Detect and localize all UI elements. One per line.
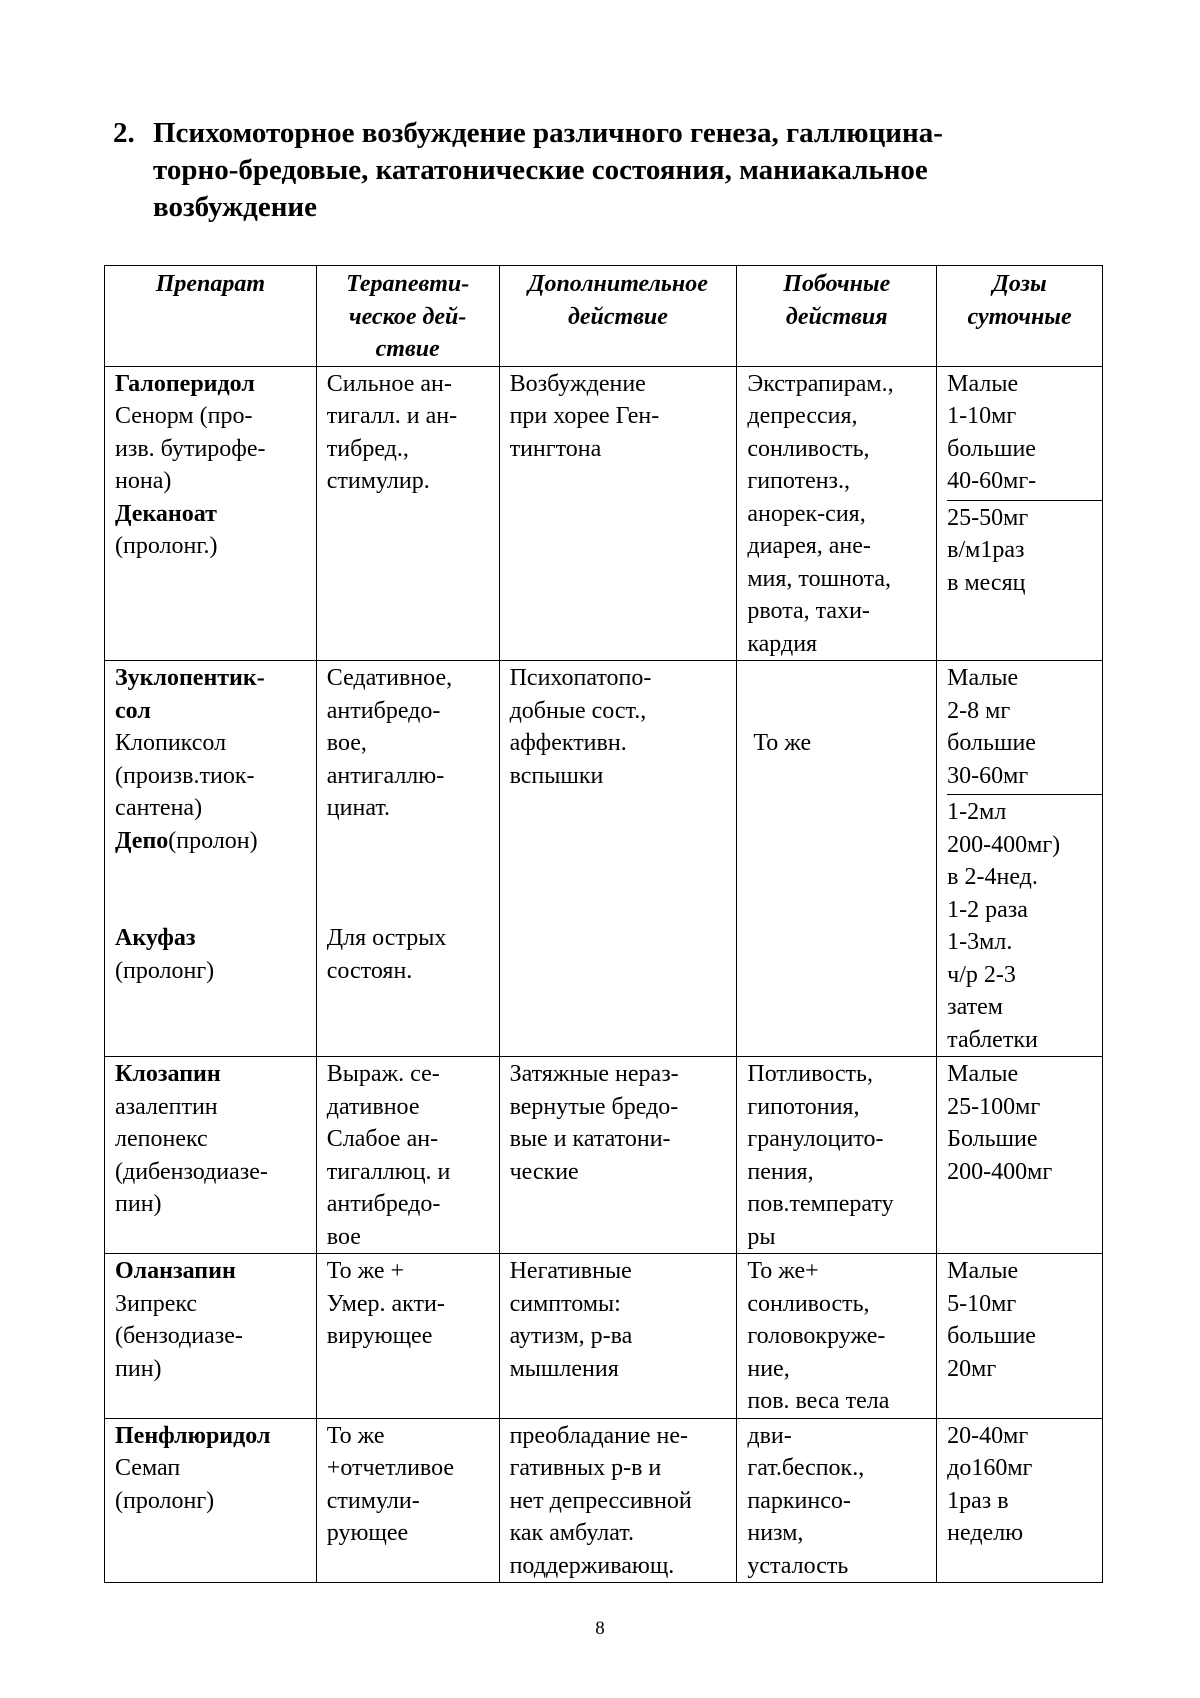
dose-divider <box>947 794 1102 795</box>
side-effects-cell: дви- гат.беспок., паркинсо- низм, усталость <box>737 1418 937 1583</box>
therapeutic-cell: То же +отчетливое стимули- рующее <box>316 1418 499 1583</box>
drug-cell: Зуклопентик- сол Клопиксол (произв.тиок- сантена) Депо(пролон) Акуфаз (пролонг) <box>105 661 317 1057</box>
doses-cell: Малые 1-10мг большие 40-60мг- 25-50мг в/м1раз в месяц <box>937 366 1103 661</box>
additional-cell: преобладание не- гативных р-в и нет депрессивной как амбулат. поддерживающ. <box>499 1418 737 1583</box>
drug-name: Оланзапин <box>115 1258 236 1284</box>
drug-cell: Галоперидол Сенорм (про- изв. бутирофе- нона) Деканоат (пролонг.) <box>105 366 317 661</box>
doses-cell: 20-40мг до160мг 1раз в неделю <box>937 1418 1103 1583</box>
drug-name: Галоперидол <box>115 370 255 397</box>
drug-name: Пенфлюридол <box>115 1422 271 1449</box>
drug-name: Деканоат <box>115 500 217 527</box>
table-row <box>105 1254 1103 1419</box>
drug-cell: Пенфлюридол Семап (пролонг) <box>105 1418 317 1583</box>
drug-name: Клозапин <box>115 1061 221 1087</box>
header-therapeutic: Терапевти- ческое дей- ствие <box>316 266 499 367</box>
drug-cell: Клозапин азалептин лепонекс (дибензодиазе- пин) <box>105 1057 317 1254</box>
therapeutic-cell: Седативное, антибредо- вое, антигаллю- цинат. Для острых состоян. <box>316 661 499 1057</box>
table-row <box>105 1057 1103 1254</box>
table-row <box>105 366 1103 661</box>
doses-cell: Малые 5-10мг большие 20мг <box>937 1254 1103 1419</box>
heading-line: торно-бредовые, кататонические состояния, маниакальное <box>153 154 928 186</box>
heading-line: возбуждение <box>153 191 317 223</box>
drug-name: Акуфаз <box>115 925 196 951</box>
drug-cell: Оланзапин Зипрекс (бензодиазе- пин) <box>105 1254 317 1419</box>
side-effects-cell: То же+ сонливость, головокруже- ние, пов. веса тела <box>737 1254 937 1419</box>
doses-cell: Малые 25-100мг Большие 200-400мг <box>937 1057 1103 1254</box>
drug-name: Зуклопентик- <box>115 665 265 691</box>
drug-table <box>104 265 1103 1583</box>
table-row <box>105 661 1103 1057</box>
additional-cell: Затяжные нераз- вернутые бредо- вые и кататони- ческие <box>499 1057 737 1254</box>
page-number: 8 <box>595 1618 605 1639</box>
table-header-row <box>105 266 1103 367</box>
therapeutic-cell: Сильное ан- тигалл. и ан- тибред., стимулир. <box>316 366 499 661</box>
header-additional: Дополнительное действие <box>499 266 737 367</box>
additional-cell: Психопатопо- добные сост., аффективн. вспышки <box>499 661 737 1057</box>
table-row <box>105 1418 1103 1583</box>
side-effects-cell: Потливость, гипотония, гранулоцито- пения, пов.температу ры <box>737 1057 937 1254</box>
heading-number: 2. <box>113 117 135 149</box>
header-drug: Препарат <box>105 266 317 367</box>
header-doses: Дозы суточные <box>937 266 1103 367</box>
therapeutic-cell: Выраж. се- дативное Слабое ан- тигаллюц. и антибредо- вое <box>316 1057 499 1254</box>
drug-name: Депо <box>115 827 169 854</box>
side-effects-cell: То же <box>737 661 937 1057</box>
heading-line: Психомоторное возбуждение различного генеза, галлюцина- <box>153 117 943 149</box>
additional-cell: Негативные симптомы: аутизм, р-ва мышления <box>499 1254 737 1419</box>
doses-cell: Малые 2-8 мг большие 30-60мг 1-2мл 200-400мг) в 2-4нед. 1-2 раза 1-3мл. ч/р 2-3 затем таблетки <box>937 661 1103 1057</box>
side-effects-cell: Экстрапирам., депрессия, сонливость, гипотенз., анорек-сия, диарея, ане- мия, тошнота, рвота, тахи- кардия <box>737 366 937 661</box>
therapeutic-cell: То же + Умер. акти- вирующее <box>316 1254 499 1419</box>
section-heading <box>113 115 1053 226</box>
header-side-effects: Побочные действия <box>737 266 937 367</box>
additional-cell: Возбуждение при хорее Ген- тингтона <box>499 366 737 661</box>
dose-divider <box>947 500 1102 501</box>
